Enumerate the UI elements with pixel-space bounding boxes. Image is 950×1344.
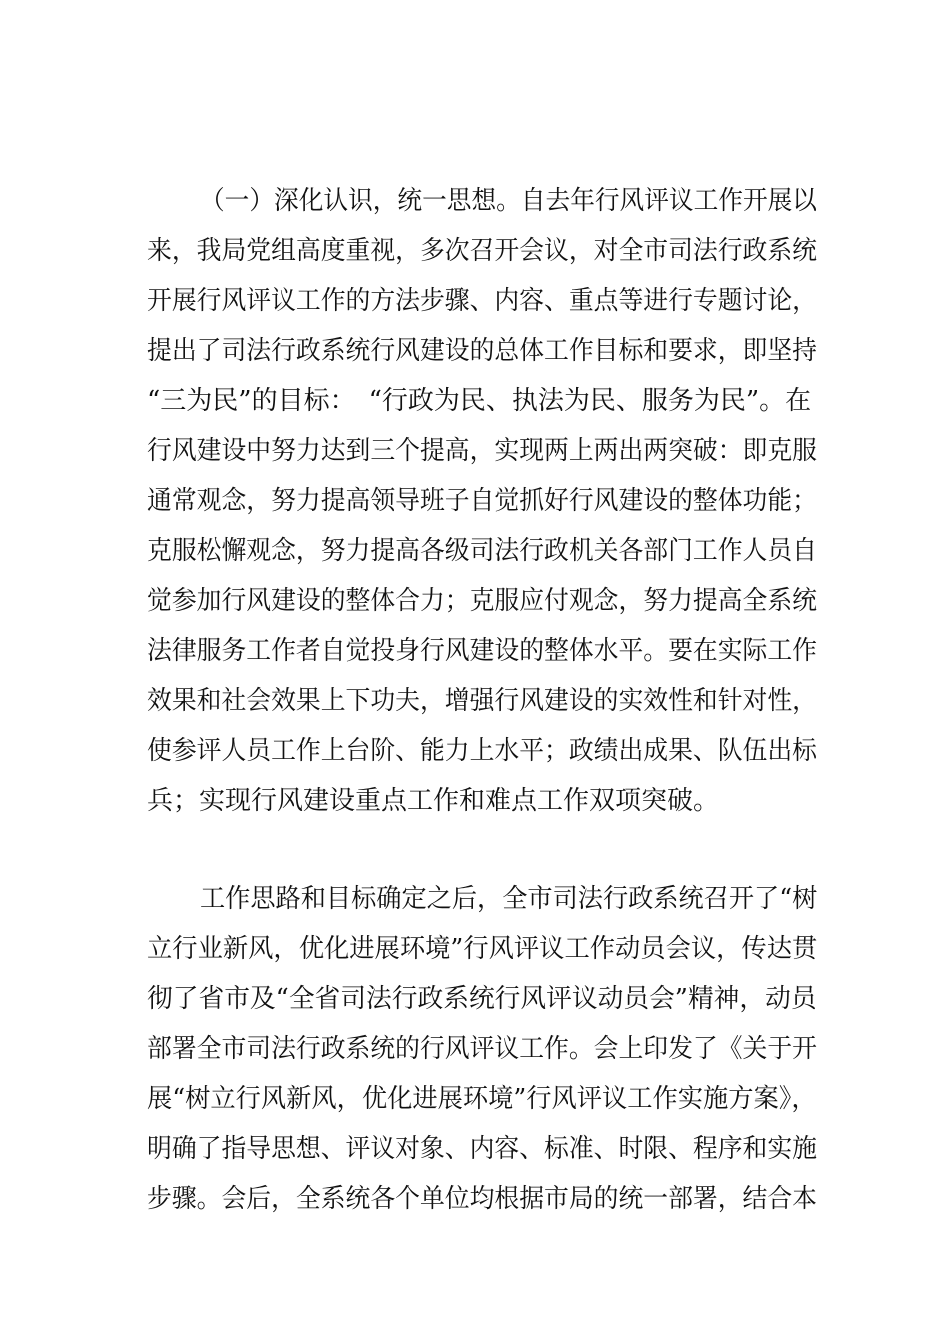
- paragraph-1-line-3: 开展行风评议工作的方法步骤、内容、重点等进行专题讨论，: [147, 286, 818, 316]
- paragraph-1-line-8: 克服松懈观念，努力提高各级司法行政机关各部门工作人员自: [147, 536, 818, 566]
- paragraph-2-line-7: 步骤。会后，全系统各个单位均根据市局的统一部署，结合本: [147, 1184, 818, 1214]
- paragraph-2-line-5: 展“树立行风新风，优化进展环境”行风评议工作实施方案》，: [147, 1084, 817, 1114]
- paragraph-1-line-13: 兵；实现行风建设重点工作和难点工作双项突破。: [147, 786, 720, 816]
- paragraph-1-line-10: 法律服务工作者自觉投身行风建设的整体水平。要在实际工作: [147, 636, 818, 666]
- paragraph-2-line-6: 明确了指导思想、评议对象、内容、标准、时限、程序和实施: [147, 1134, 818, 1164]
- paragraph-1-line-7: 通常观念，努力提高领导班子自觉抓好行风建设的整体功能；: [147, 486, 818, 516]
- paragraph-1-line-12: 使参评人员工作上台阶、能力上水平；政绩出成果、队伍出标: [147, 736, 818, 766]
- paragraph-2-line-3: 彻了省市及“全省司法行政系统行风评议动员会”精神，动员: [147, 984, 817, 1014]
- paragraph-1-line-4: 提出了司法行政系统行风建设的总体工作目标和要求，即坚持: [147, 336, 818, 366]
- paragraph-1-line-6: 行风建设中努力达到三个提高，实现两上两出两突破：即克服: [147, 436, 818, 466]
- paragraph-2-line-1: 工作思路和目标确定之后，全市司法行政系统召开了“树: [200, 884, 818, 914]
- paragraph-2-line-2: 立行业新风，优化进展环境”行风评议工作动员会议，传达贯: [147, 934, 818, 964]
- paragraph-1-line-2: 来，我局党组高度重视，多次召开会议，对全市司法行政系统: [147, 236, 818, 266]
- paragraph-1-line-11: 效果和社会效果上下功夫，增强行风建设的实效性和针对性，: [147, 686, 818, 716]
- paragraph-1-line-9: 觉参加行风建设的整体合力；克服应付观念，努力提高全系统: [147, 586, 818, 616]
- paragraph-1-line-1: （一）深化认识，统一思想。自去年行风评议工作开展以: [200, 186, 817, 216]
- paragraph-2-line-4: 部署全市司法行政系统的行风评议工作。会上印发了《关于开: [147, 1034, 818, 1064]
- paragraph-1-line-5: “三为民”的目标： “行政为民、执法为民、服务为民”。在: [147, 386, 812, 416]
